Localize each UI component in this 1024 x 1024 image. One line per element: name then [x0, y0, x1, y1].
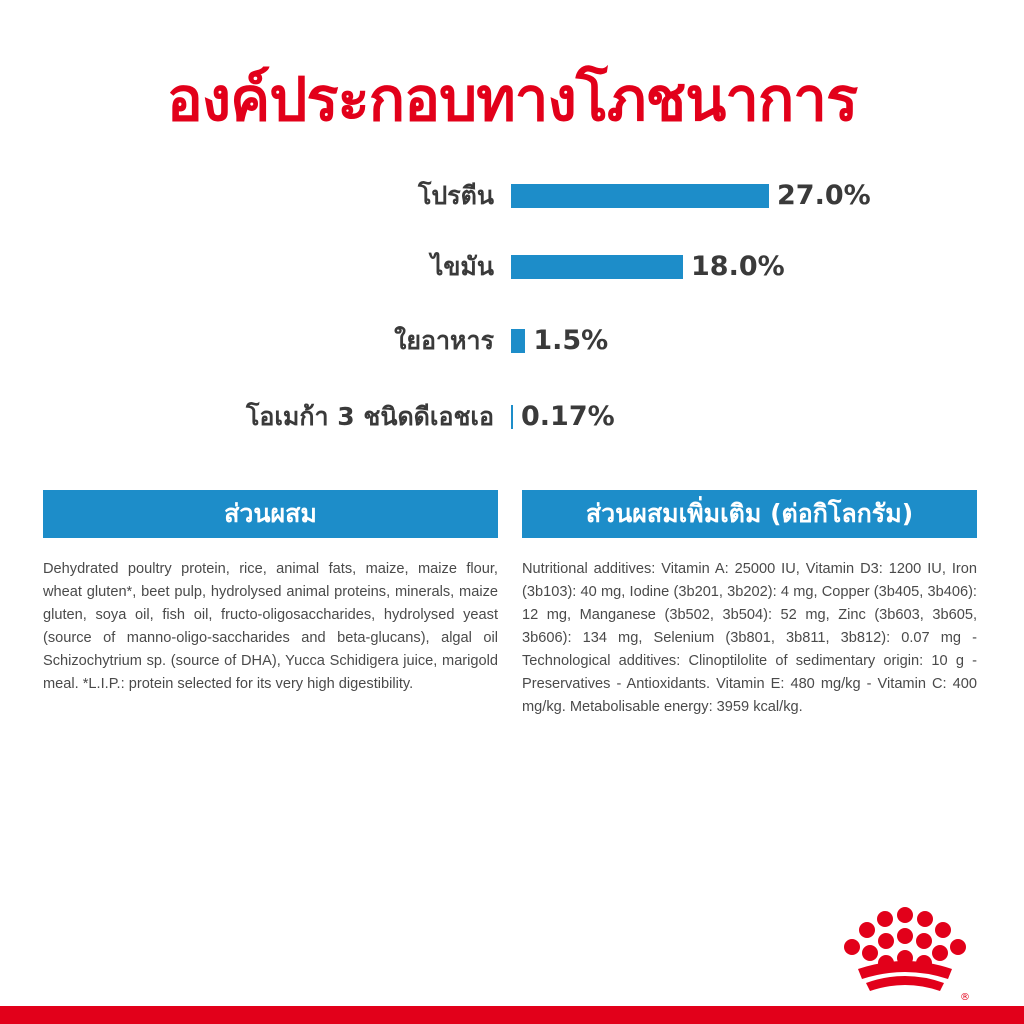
bar-value-label: 1.5% — [533, 325, 609, 356]
ingredients-text: Dehydrated poultry protein, rice, animal fats, maize, maize flour, wheat gluten*, beet pulp, hydrolysed animal proteins, minerals, maize gluten, soya oil, fish oil, fructo-oligosaccharides, hydrolysed yeast (source of manno-oligo-saccharides and beta-glucans), algal oil Schizochytrium sp. (source of DHA), Yucca Schidigera juice, marigold meal. *L.I.P.: protein selected for its very high digestibility. — [43, 561, 498, 692]
page-title: องค์ประกอบทางโภชนาการ — [166, 65, 858, 135]
bar-category-label: โปรตีน — [417, 181, 494, 210]
crown-icon — [840, 905, 970, 1005]
bar-value-label: 27.0% — [777, 180, 871, 211]
ingredients-heading: ส่วนผสม — [43, 490, 498, 538]
ingredients-panel — [43, 490, 498, 696]
bar-row — [0, 176, 1024, 216]
brand-footer-bar — [0, 1006, 1024, 1024]
registered-mark: ® — [960, 992, 970, 1003]
bar — [511, 405, 513, 429]
bar — [511, 184, 769, 208]
bar-category-label: โอเมก้า 3 ชนิดดีเอชเอ — [245, 402, 494, 431]
bar-row — [0, 321, 1024, 361]
nutrition-bar-chart — [0, 0, 1024, 460]
bar — [511, 329, 525, 353]
bar-category-label: ใยอาหาร — [394, 326, 494, 355]
additives-panel — [522, 490, 977, 719]
additives-heading: ส่วนผสมเพิ่มเติม (ต่อกิโลกรัม) — [522, 490, 977, 538]
bar-category-label: ไขมัน — [430, 252, 494, 281]
bar-value-label: 18.0% — [691, 251, 785, 282]
bar — [511, 255, 683, 279]
bar-value-label: 0.17% — [521, 401, 615, 432]
bar-row — [0, 397, 1024, 437]
bar-row — [0, 247, 1024, 287]
additives-text: Nutritional additives: Vitamin A: 25000 IU, Vitamin D3: 1200 IU, Iron (3b103): 40 mg, Iodine (3b201, 3b202): 4 mg, Copper (3b405, 3b406): 12 mg, Manganese (3b502, 3b504): 52 mg, Zinc (3b603, 3b605, 3b606): 134 mg, Selenium (3b801, 3b811, 3b812): 0.07 mg - Technological additives: Clinoptilolite of sedimentary origin: 10 g - Preservatives - Antioxidants. Vitamin E: 480 mg/kg - Vitamin C: 400 mg/kg. Metabolisable energy: 3959 kcal/kg. — [522, 561, 977, 715]
